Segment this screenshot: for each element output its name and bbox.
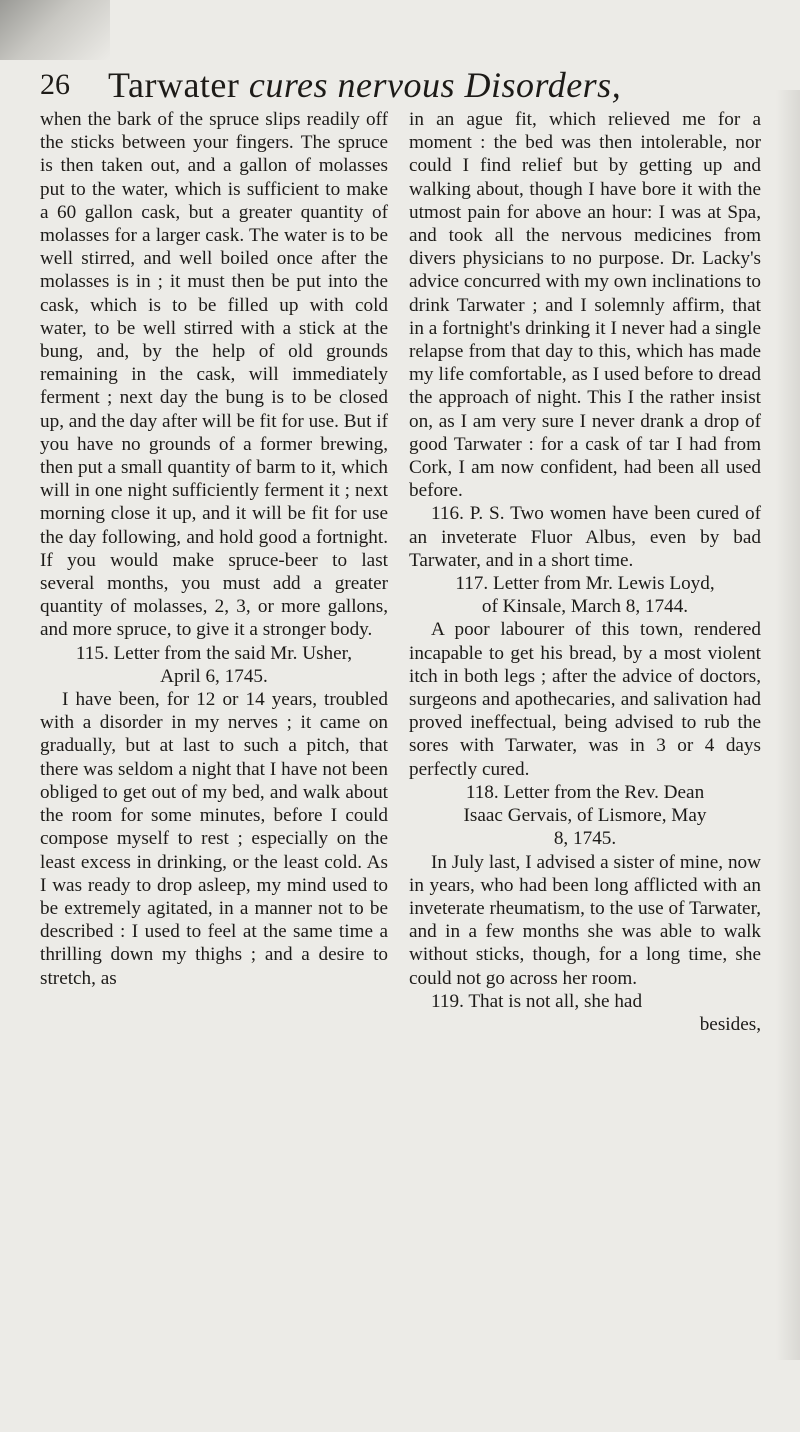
title-italic: cures nervous Disorders, (248, 65, 622, 105)
heading-letter-115-date: April 6, 1745. (160, 665, 268, 687)
page-corner-shadow (0, 0, 110, 60)
paragraph-letter-115: I have been, for 12 or 14 years, troubled with a disorder in my nerves ; it came on gradually, but at last to such a pitch, that there was seldom a night that I have not been obliged to get out of my bed, and walk about the room for some minutes, before I could compose myself to rest ; especially on the least excess in drinking, or the least cold. As I was ready to drop asleep, my mind used to be extremely agitated, in a manner not to be described : I used to feel at the same time a thrilling down my thighs ; and a desire to stretch, as (40, 689, 388, 989)
heading-letter-117-place: of Kinsale, March 8, 1744. (481, 596, 689, 618)
paragraph-116: 116. P. S. Two women have been cured of an inveterate Fluor Albus, even by bad Tarwater, and in a short time. (409, 503, 761, 571)
heading-letter-118-date: 8, 1745. (553, 828, 617, 850)
page-edge-shadow (776, 90, 800, 1360)
title-plain: Tarwater (108, 65, 240, 105)
paragraph-spruce-beer: when the bark of the spruce slips readily off the sticks between your fingers. The spruce is then taken out, and a gallon of molasses put to the water, which is sufficient to make a 60 gallon cask, but a greater quantity of molasses for a larger cask. The water is to be well stirred, and well boiled once after the molasses is in ; it must then be put into the cask, which is to be filled up with cold water, to be well stirred with a stick at the bung, and, by the help of old grounds remaining in the cask, will immediately ferment ; next day the bung is to be closed up, and the day after will be fit for use. But if you have no grounds of a former brewing, then put a small quantity of barm to it, which will in one night sufficiently ferment it ; next morning close it up, and it will be fit for use the day following, and hold good a fortnight. If you would make spruce-beer to last several months, you must add a greater quantity of molasses, 2, 3, or more gallons, and more spruce, to give it a stronger body. (40, 109, 388, 641)
paragraph-119: 119. That is not all, she had (431, 990, 643, 1012)
running-header (36, 64, 776, 114)
catchword: besides, (699, 1013, 761, 1035)
paragraph-letter-117: A poor labourer of this town, rendered incapable to get his bread, by a most violent itch in both legs ; after the advice of doctors, surgeons and apothecaries, and salivation had proved ineffectual, being advised to rub the sores with Tarwater, was in 3 or 4 days perfectly cured. (409, 619, 761, 780)
page-title (108, 64, 621, 106)
heading-letter-117: 117. Letter from Mr. Lewis Loyd, (455, 573, 715, 595)
heading-letter-118-name: Isaac Gervais, of Lismore, May (463, 805, 707, 827)
page-number: 26 (40, 68, 70, 101)
paragraph-letter-118: In July last, I advised a sister of mine, now in years, who had been long afflicted with an inveterate rheumatism, to the use of Tarwater, and in a few months she was able to walk without sticks, though, for a long time, she could not go across her room. (409, 851, 761, 989)
heading-letter-115: 115. Letter from the said Mr. Usher, (75, 642, 353, 664)
right-column (409, 108, 761, 1036)
paragraph-continued: in an ague fit, which relieved me for a moment : the bed was then intolerable, nor could I find relief but by getting up and walking about, though I have bore it with the utmost pain for above an hour: I was at Spa, and took all the nervous medicines from divers physicians to no purpose. Dr. Lacky's advice concurred with my own inclinations to drink Tarwater ; and I solemnly affirm, that in a fortnight's drinking it I never had a single relapse from that day to this, which has made my life comfortable, as I used before to dread the approach of night. This I the rather insist on, as I am very sure I never drank a drop of good Tarwater : for a cask of tar I had from Cork, I am now confident, had been all used before. (409, 109, 761, 502)
heading-letter-118: 118. Letter from the Rev. Dean (465, 781, 705, 803)
left-column (40, 108, 388, 990)
